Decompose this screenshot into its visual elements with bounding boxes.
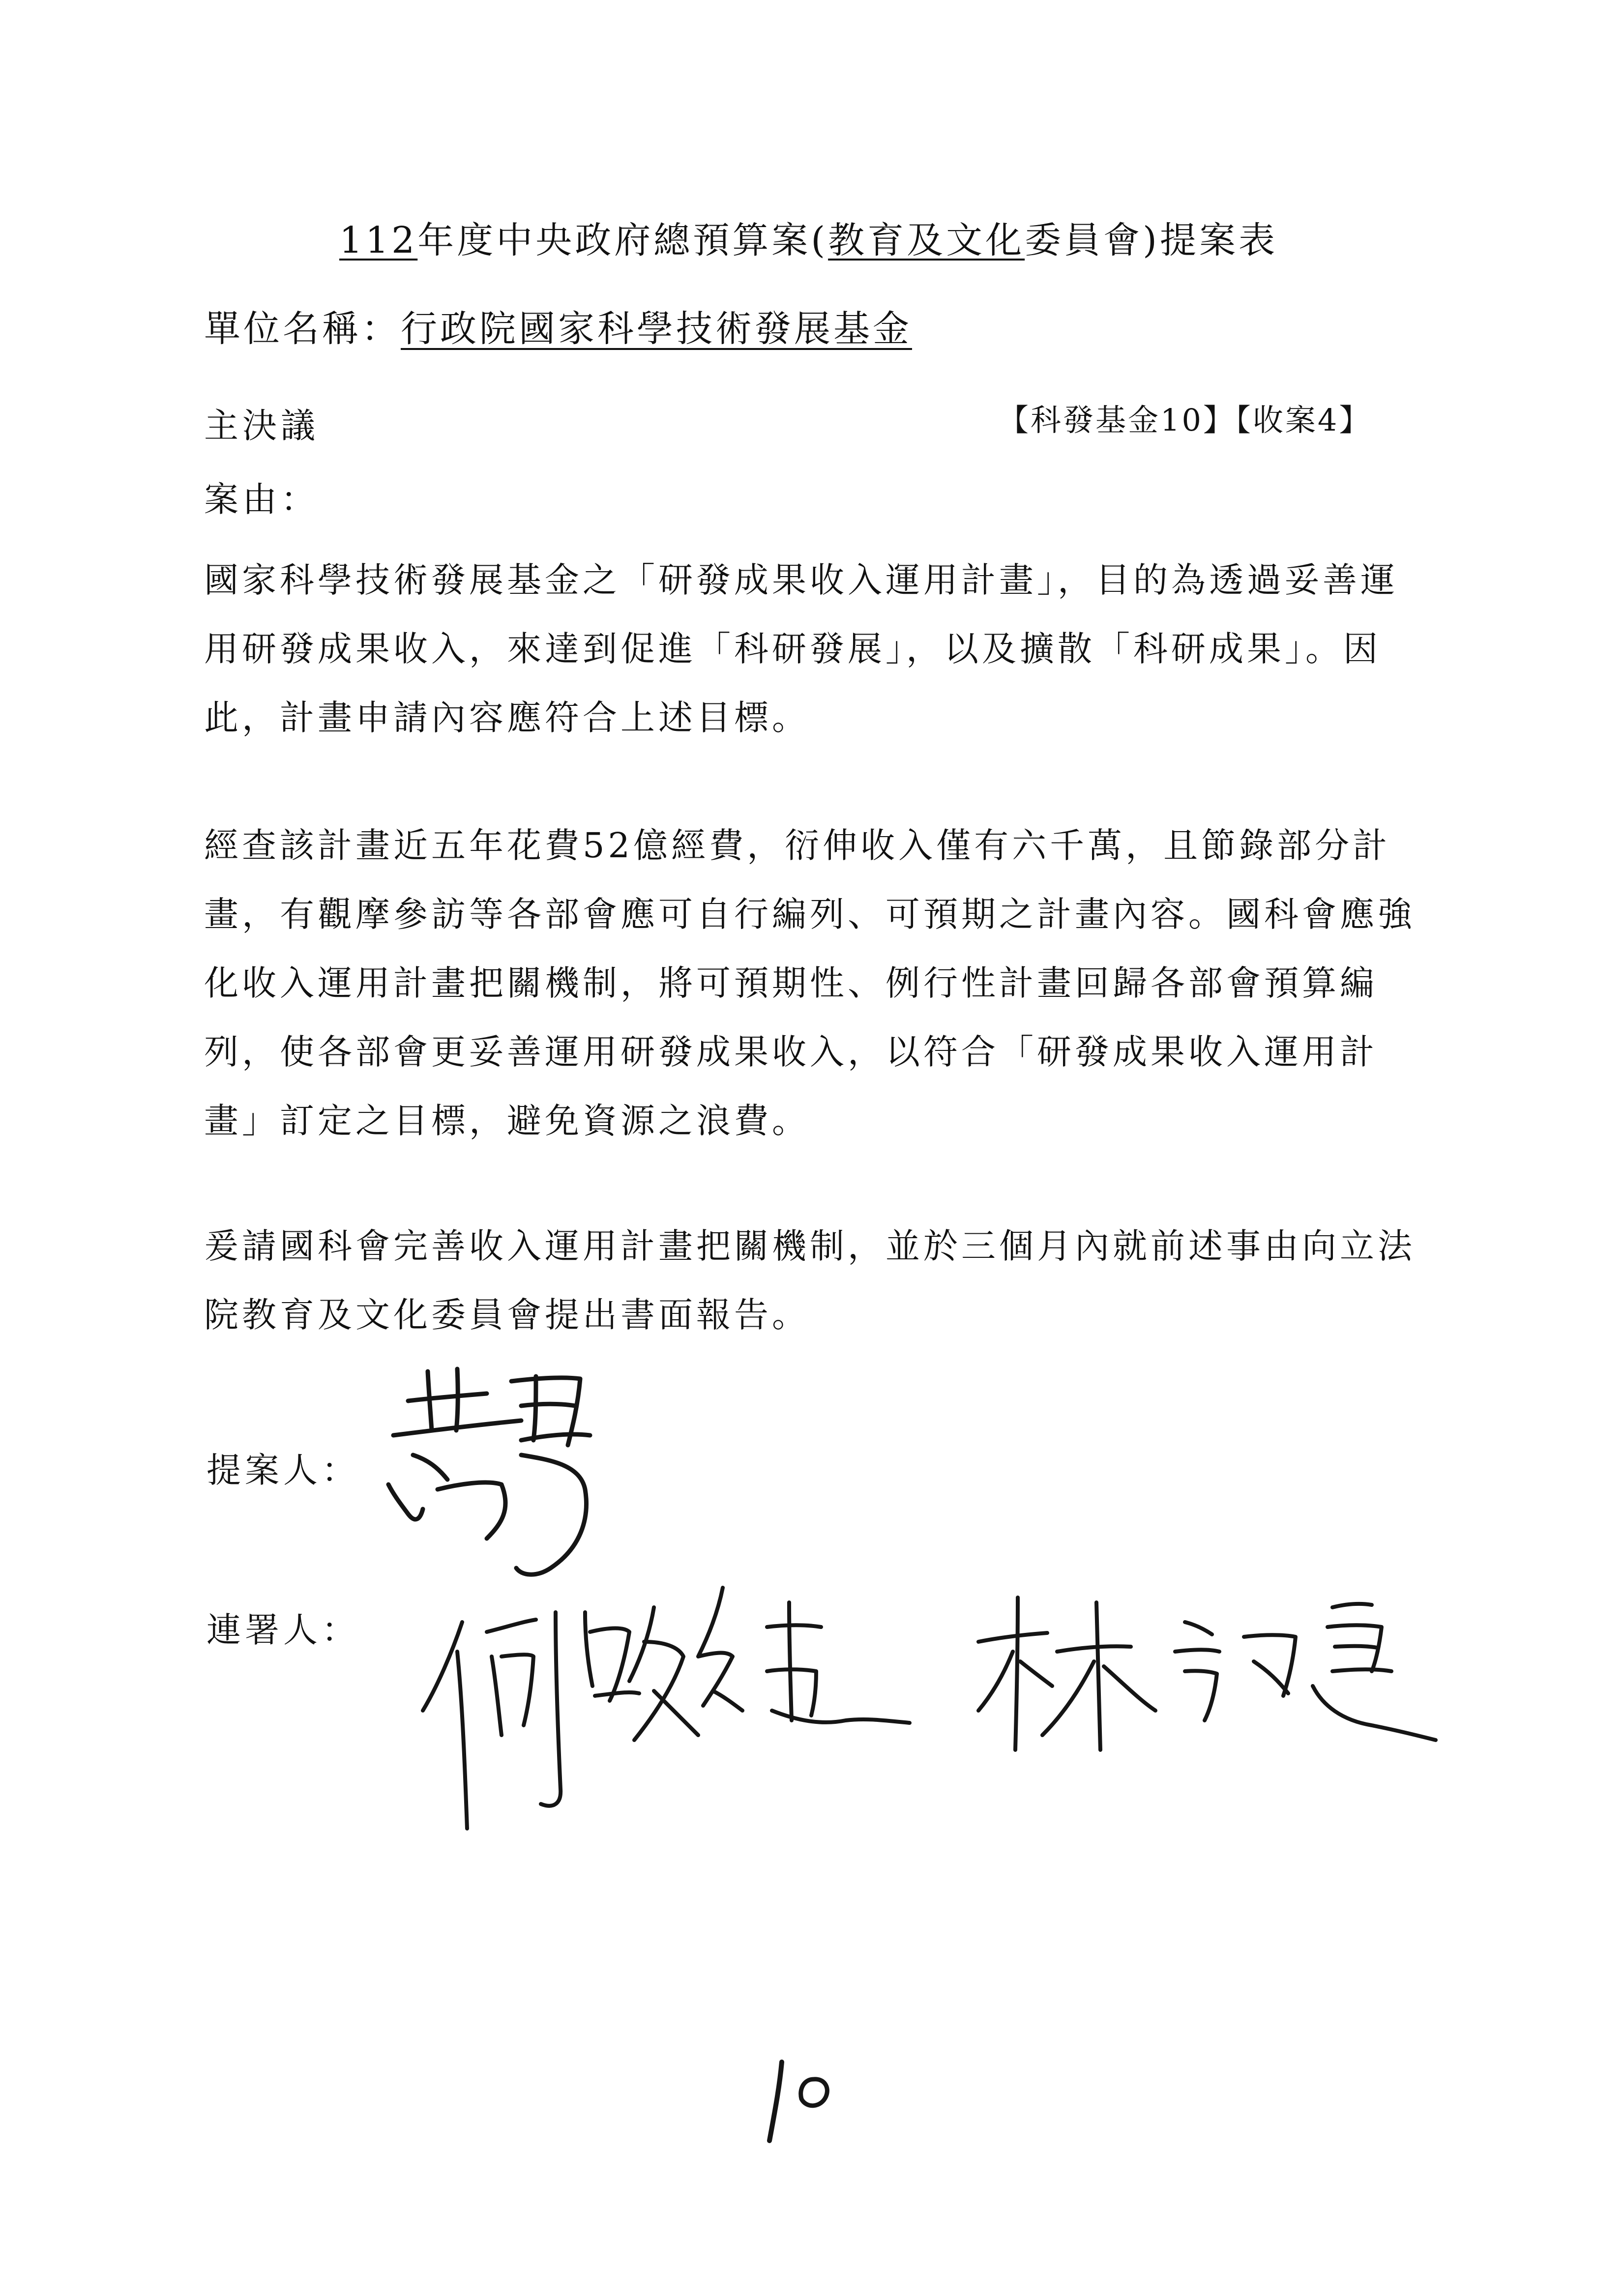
paragraph-findings: 經查該計畫近五年花費52億經費，衍伸收入僅有六千萬，且節錄部分計畫，有觀摩參訪等各部會應可自行編列、可預期之計畫內容。國科會應強化收入運用計畫把關機制，將可預期性、例行性計畫回歸各部會預算編列，使各部會更妥善運用研發成果收入，以符合「研發成果收入運用計畫」訂定之目標，避免資源之浪費。 bbox=[204, 825, 1416, 1141]
case-tags: 【科發基金10】【收案4】 bbox=[998, 402, 1372, 438]
resolution-label: 主決議 bbox=[204, 406, 319, 446]
paragraph-request: 爰請國科會完善收入運用計畫把關機制，並於三個月內就前述事由向立法院教育及文化委員會提出書面報告。 bbox=[204, 1226, 1416, 1335]
committee-name: 教育及文化 bbox=[828, 219, 1025, 262]
cosigner-signature-2 bbox=[969, 1588, 1441, 1784]
budget-year: 112 bbox=[339, 219, 418, 262]
reason-label: 案由： bbox=[204, 479, 319, 520]
title-end: 委員會)提案表 bbox=[1025, 219, 1278, 262]
cosigner-signature-1 bbox=[423, 1573, 915, 1892]
cosigner-label: 連署人： bbox=[207, 1610, 360, 1650]
paragraph-purpose: 國家科學技術發展基金之「研發成果收入運用計畫」，目的為透過妥善運用研發成果收入，來達到促進「科研發展」，以及擴散「科研成果」。因此，計畫申請內容應符合上述目標。 bbox=[204, 560, 1398, 738]
unit-label: 單位名稱： bbox=[204, 308, 401, 350]
unit-name: 行政院國家科學技術發展基金 bbox=[401, 308, 912, 350]
unit-line bbox=[204, 300, 912, 352]
proposer-signature bbox=[374, 1362, 629, 1607]
page-title bbox=[339, 211, 1278, 263]
page-number bbox=[752, 2050, 865, 2148]
title-middle: 年度中央政府總預算案( bbox=[417, 219, 828, 262]
proposer-label: 提案人： bbox=[207, 1450, 360, 1490]
